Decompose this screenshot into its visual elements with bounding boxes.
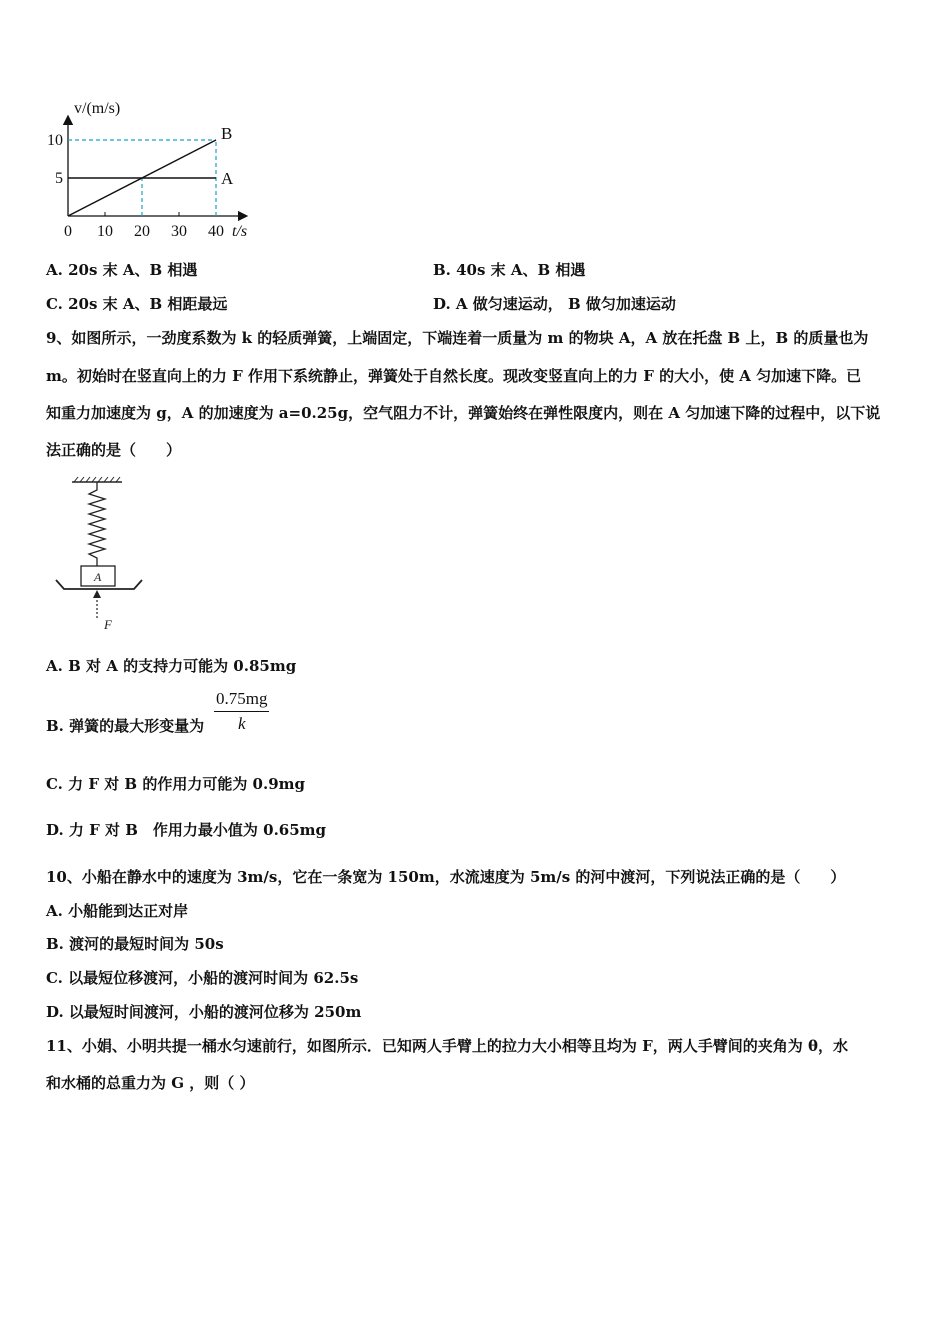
chart-series	[68, 140, 216, 216]
x-tick-label: 40	[208, 223, 224, 240]
q10-option-a[interactable]: A. 小船能到达正对岸	[46, 902, 189, 920]
q9-option-b[interactable]: B. 弹簧的最大形变量为	[46, 717, 205, 735]
fraction-bar	[214, 711, 269, 712]
q9-option-c[interactable]: C. 力 F 对 B 的作用力可能为 0.9mg	[46, 775, 306, 793]
x-tick-label: 10	[97, 223, 113, 240]
q11-stem-line-2: 和水桶的总重力为 G ，则（ ）	[46, 1074, 255, 1092]
q8-option-d[interactable]: D. A 做匀速运动， B 做匀加速运动	[433, 295, 676, 313]
block-a-label: A	[94, 570, 102, 584]
q9-stem-line-3: 知重力加速度为 g，A 的加速度为 a=0.25g，空气阻力不计，弹簧始终在弹性限度内，则在 A 匀加速下降的过程中，以下说	[46, 404, 881, 422]
force-f-label: F	[104, 617, 112, 632]
q10-option-b[interactable]: B. 渡河的最短时间为 50s	[46, 935, 224, 953]
chart-labels	[47, 100, 247, 240]
x-tick-label: 20	[134, 223, 150, 240]
q8-option-b[interactable]: B. 40s 末 A、B 相遇	[433, 261, 586, 279]
x-axis-label: t/s	[232, 223, 248, 240]
q10-option-d[interactable]: D. 以最短时间渡河，小船的渡河位移为 250m	[46, 1003, 362, 1021]
q11-stem-line-1: 11、小娟、小明共提一桶水匀速前行，如图所示．已知两人手臂上的拉力大小相等且均为 F，两人手臂间的夹角为 θ，水	[46, 1037, 848, 1055]
chart-axes	[68, 117, 246, 216]
x-tick-label: 0	[64, 223, 72, 240]
x-tick-label: 30	[171, 223, 187, 240]
y-axis-label: v/(m/s)	[74, 100, 121, 117]
q10-stem: 10、小船在静水中的速度为 3m/s，它在一条宽为 150m，水流速度为 5m/s 的河中渡河，下列说法正确的是（ ）	[46, 868, 846, 886]
q9-option-a[interactable]: A. B 对 A 的支持力可能为 0.85mg	[46, 657, 297, 675]
q10-option-c[interactable]: C. 以最短位移渡河，小船的渡河时间为 62.5s	[46, 969, 359, 987]
y-tick-label: 5	[55, 170, 63, 187]
q9-stem-line-2: m。初始时在竖直向上的力 F 作用下系统静止，弹簧处于自然长度。现改变竖直向上的力 F 的大小，使 A 匀加速下降。已	[46, 367, 862, 385]
q8-option-a[interactable]: A. 20s 末 A、B 相遇	[46, 261, 198, 279]
spring-figure	[50, 476, 150, 636]
velocity-time-chart	[30, 95, 270, 245]
series-label-b: B	[221, 124, 233, 143]
q9-option-d[interactable]: D. 力 F 对 B 作用力最小值为 0.65mg	[46, 821, 327, 839]
fraction-numerator: 0.75mg	[216, 689, 268, 708]
series-label-a: A	[221, 169, 234, 188]
q9-option-b-fraction	[214, 689, 269, 734]
q9-stem-line-1: 9、如图所示，一劲度系数为 k 的轻质弹簧，上端固定，下端连着一质量为 m 的物块 A，A 放在托盘 B 上，B 的质量也为	[46, 329, 869, 347]
fraction-denominator: k	[237, 714, 246, 733]
q8-option-c[interactable]: C. 20s 末 A、B 相距最远	[46, 295, 228, 313]
q9-stem-line-4: 法正确的是（ ）	[46, 441, 182, 459]
y-tick-label: 10	[47, 132, 63, 149]
